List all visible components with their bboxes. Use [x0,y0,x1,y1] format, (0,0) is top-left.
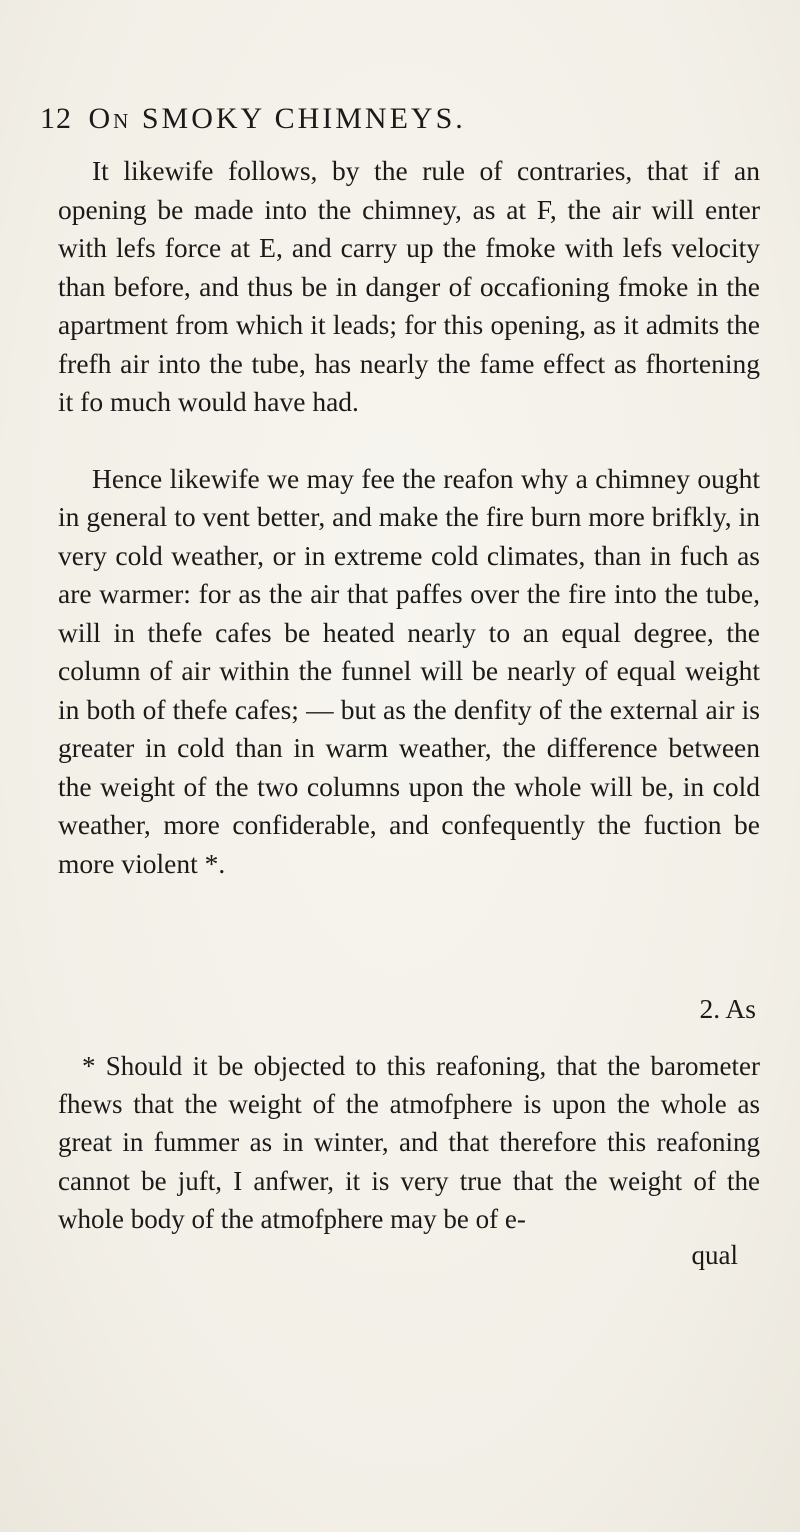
catchword: 2. As [699,993,756,1024]
footnote-catchword: qual [691,1240,738,1270]
page-number: 12 [40,102,72,135]
paragraph-1: It likewife follows, by the rule of contraries, that if an opening be made into the chimney, as at F, the air will enter with lefs force at E, and carry up the fmoke with lefs velocity than before, and thus be in danger of occafioning fmoke in the apartment from which it leads; for this opening, as it admits the frefh air into the tube, has nearly the fame effect as fhortening it fo much would have had. [58,155,760,417]
footnote-text: * Should it be objected to this reafoning, that the barometer fhews that the weight of the atmofphere is upon the whole as great in fummer as in winter, and that therefore this reafoning cannot be juft, I anfwer, it is very true that the weight of the whole body of the atmofphere may be of e- [58,1051,760,1234]
footnote [58,1047,760,1238]
paragraph-2: Hence likewife we may fee the reafon why a chimney ought in general to vent better, and make the fire burn more brifkly, in very cold weather, or in extreme cold climates, than in fuch as are warmer: for as the air that paffes over the fire into the tube, will in thefe cafes be heated nearly to an equal degree, the column of air within the funnel will be nearly of equal weight in both of thefe cafes; — but as the denfity of the external air is greater in cold than in warm weather, the difference between the weight of the two columns upon the whole will be, in cold weather, more confiderable, and confequently the fuction be more violent *. [58,462,760,879]
running-title: On SMOKY CHIMNEYS. [88,102,466,135]
running-head [40,102,760,146]
body-text [58,152,760,883]
